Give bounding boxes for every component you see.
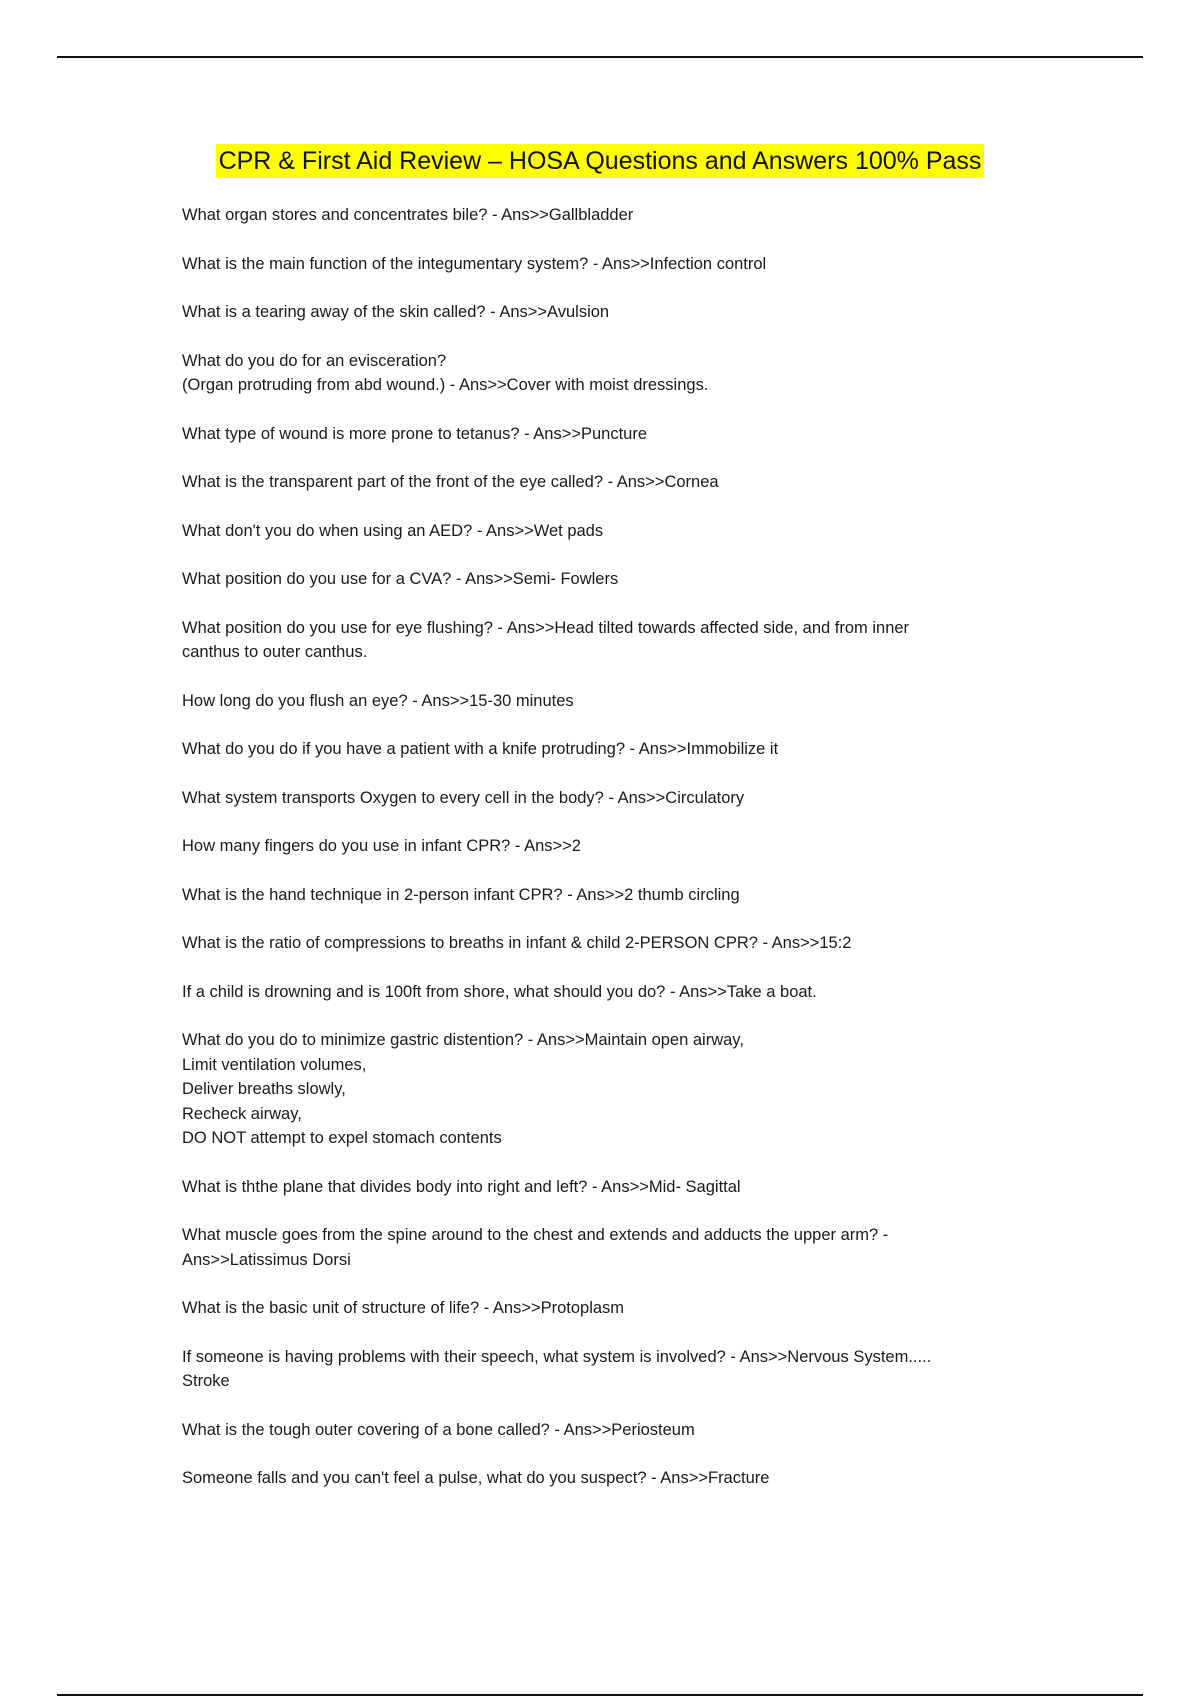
qa-item: How many fingers do you use in infant CPR? - Ans>>2 bbox=[182, 837, 581, 855]
qa-item: What system transports Oxygen to every cell in the body? - Ans>>Circulatory bbox=[182, 788, 745, 807]
qa-item: What is the tough outer covering of a bone called? - Ans>>Periosteum bbox=[182, 1420, 695, 1439]
qa-item: What position do you use for a CVA? - Ans>>Semi- Fowlers bbox=[182, 570, 619, 588]
qa-item: What is a tearing away of the skin called? - Ans>>Avulsion bbox=[182, 303, 610, 321]
qa-item: What do you do to minimize gastric distention? - Ans>>Maintain open airway, Limit ventilation volumes, Deliver breaths slowly, Recheck airway, DO NOT attempt to expel stomach contents bbox=[182, 1031, 744, 1147]
qa-list bbox=[182, 203, 1022, 1515]
qa-item: What is the transparent part of the front of the eye called? - Ans>>Cornea bbox=[182, 473, 719, 491]
qa-item: What organ stores and concentrates bile? - Ans>>Gallbladder bbox=[182, 206, 634, 224]
qa-item: What is the main function of the integumentary system? - Ans>>Infection control bbox=[182, 254, 767, 273]
qa-item: What do you do if you have a patient with a knife protruding? - Ans>>Immobilize it bbox=[182, 740, 779, 758]
document-title: CPR & First Aid Review – HOSA Questions and Answers 100% Pass bbox=[216, 144, 985, 178]
top-rule bbox=[57, 56, 1143, 58]
qa-item: What is the ratio of compressions to breaths in infant & child 2-PERSON CPR? - Ans>>15:2 bbox=[182, 934, 852, 952]
title-container bbox=[0, 144, 1200, 178]
qa-item: What position do you use for eye flushing? - Ans>>Head tilted towards affected side, and from inner canthus to outer canthus. bbox=[182, 618, 910, 661]
qa-item: What don't you do when using an AED? - Ans>>Wet pads bbox=[182, 521, 604, 540]
qa-item: What is the basic unit of structure of life? - Ans>>Protoplasm bbox=[182, 1299, 625, 1317]
qa-item: What type of wound is more prone to tetanus? - Ans>>Puncture bbox=[182, 424, 648, 443]
qa-item: What do you do for an evisceration? (Organ protruding from abd wound.) - Ans>>Cover with moist dressings. bbox=[182, 351, 709, 394]
qa-item: What muscle goes from the spine around to the chest and extends and adducts the upper arm? - Ans>>Latissimus Dorsi bbox=[182, 1226, 889, 1269]
qa-item: How long do you flush an eye? - Ans>>15-30 minutes bbox=[182, 691, 574, 710]
qa-item: Someone falls and you can't feel a pulse, what do you suspect? - Ans>>Fracture bbox=[182, 1469, 770, 1487]
qa-item: What is the hand technique in 2-person infant CPR? - Ans>>2 thumb circling bbox=[182, 885, 740, 904]
qa-item: What is ththe plane that divides body into right and left? - Ans>>Mid- Sagittal bbox=[182, 1177, 741, 1196]
qa-item: If someone is having problems with their speech, what system is involved? - Ans>>Nervous System..... Stroke bbox=[182, 1347, 932, 1390]
bottom-rule bbox=[57, 1694, 1143, 1696]
qa-item: If a child is drowning and is 100ft from shore, what should you do? - Ans>>Take a boat. bbox=[182, 982, 817, 1001]
